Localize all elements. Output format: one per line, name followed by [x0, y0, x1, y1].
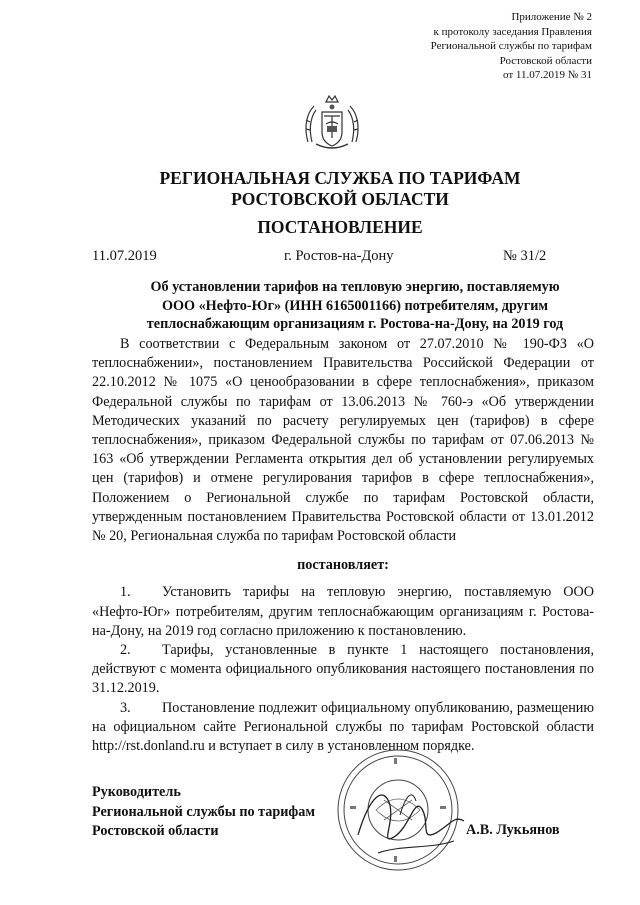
organization-title [0, 168, 640, 210]
signer-position-line: Региональной службы по тарифам [92, 803, 316, 820]
item-number: 2. [120, 642, 131, 659]
document-date: 11.07.2019 [92, 248, 157, 264]
subject-line: Об установлении тарифов на тепловую энергию, поставляемую [150, 279, 560, 295]
signer-position-line: Ростовской области [92, 823, 219, 839]
coat-of-arms-icon [302, 92, 362, 154]
document-city: г. Ростов-на-Дону [284, 248, 394, 264]
item-text: Установить тарифы на тепловую энергию, поставляемую ООО «Нефто-Юг» потребителям, другим теплоснабжающим организациям г. Ростова-на-Дону, на 2019 год согласно приложению к постановлению. [92, 584, 594, 639]
decides-heading: постановляет: [297, 557, 389, 574]
item-number: 3. [120, 699, 131, 716]
preamble-paragraph: В соответствии с Федеральным законом от 27.07.2010 № 190-ФЗ «О теплоснабжении», постановлением Правительства Российской Федерации от 22.10.2012 № 1075 «О ценообразовании в сфере теплоснабжения», приказом Федеральной службы по тарифам от 13.06.2013 № 760-э «Об утверждении Методических указаний по расчету регулируемых цен (тарифов) в сфере теплоснабжения», приказом Федеральной службы по тарифам от 07.06.2013 № 163 «Об утверждении Регламента открытия дел об установлении регулируемых цен (тарифов) и отмене регулирования тарифов в сфере теплоснабжения», Положением о Региональной службе по тарифам Ростовской области, утвержденным постановлением Правительства Ростовской области от 13.01.2012 № 20, Региональная служба по тарифам Ростовской области [92, 336, 594, 545]
document-type: ПОСТАНОВЛЕНИЕ [257, 217, 423, 237]
appendix-line: Региональной службы по тарифам [430, 40, 592, 52]
signer-block [92, 783, 315, 842]
item-text: Постановление подлежит официальному опубликованию, размещению на официальном сайте Региональной службы по тарифам Ростовской области http://rst.donland.ru и вступает в силу в установленном порядке. [92, 699, 594, 755]
org-line-2: РОСТОВСКОЙ ОБЛАСТИ [231, 189, 449, 209]
signer-name: А.В. Лукьянов [466, 822, 560, 838]
appendix-line: Ростовской области [499, 54, 592, 67]
appendix-line: Приложение № 2 [511, 11, 592, 23]
appendix-line: от 11.07.2019 № 31 [503, 69, 592, 81]
document-body [92, 335, 594, 756]
subject-line: теплоснабжающим организациям г. Ростова-на-Дону, на 2019 год [146, 316, 564, 332]
handwritten-signature-icon [350, 775, 470, 870]
item-text: Тарифы, установленные в пункте 1 настоящего постановления, действуют с момента официального опубликования настоящего постановления по 31.12.2019. [92, 642, 594, 697]
item-number: 1. [120, 584, 131, 601]
resolution-item [92, 583, 594, 641]
resolution-item [92, 641, 594, 699]
org-line-1: РЕГИОНАЛЬНАЯ СЛУЖБА ПО ТАРИФАМ [159, 168, 521, 188]
appendix-note [292, 10, 592, 83]
appendix-line: к протоколу заседания Правления [433, 25, 592, 38]
document-number: № 31/2 [503, 248, 547, 264]
signer-position-line: Руководитель [92, 784, 181, 800]
document-subject [120, 278, 590, 334]
subject-line: ООО «Нефто-Юг» (ИНН 6165001166) потребителям, другим [161, 297, 549, 314]
